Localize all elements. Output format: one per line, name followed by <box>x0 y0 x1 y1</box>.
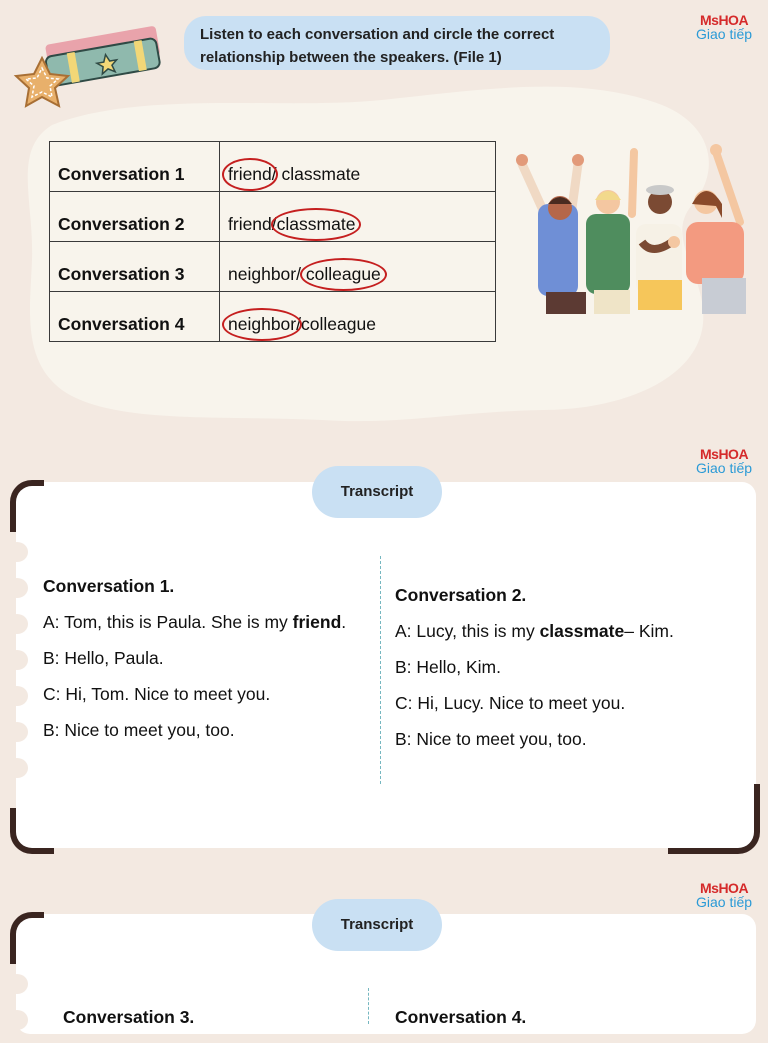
answer-table <box>49 141 496 342</box>
dialogue-line: B: Nice to meet you, too. <box>395 729 587 749</box>
transcript-pill: Transcript <box>312 466 442 518</box>
conversation-3-column <box>63 1007 194 1043</box>
slide-3 <box>0 866 768 1027</box>
option-circled: neighbor <box>228 314 297 334</box>
dialogue-line: C: Hi, Lucy. Nice to meet you. <box>395 693 626 713</box>
conversation-4-column <box>395 1007 526 1043</box>
brand-logo-line2: Giao tiếp <box>696 26 753 42</box>
option-circled: colleague <box>305 264 381 284</box>
dialogue-line: C: Hi, Tom. Nice to meet you. <box>43 684 271 704</box>
option: colleague <box>301 314 376 334</box>
notebook-notch <box>6 542 28 562</box>
notebook-notch <box>6 722 28 742</box>
table-row <box>50 292 496 342</box>
notebook-notch <box>6 758 28 778</box>
conversation-heading: Conversation 2. <box>395 585 527 605</box>
brand-logo <box>696 880 766 914</box>
table-row <box>50 192 496 242</box>
option: classmate <box>281 164 361 184</box>
options-cell <box>220 292 496 342</box>
notebook-notch <box>6 1010 28 1030</box>
instruction-text: Listen to each conversation and circle the correct relationship between the speakers. (File 1) <box>200 26 555 66</box>
transcript-pill: Transcript <box>312 899 442 951</box>
option-separator: / <box>296 264 306 284</box>
notebook-notch <box>6 650 28 670</box>
dialogue-line: A: Lucy, this is my classmate– Kim. <box>395 621 674 641</box>
brand-logo-line2: Giao tiếp <box>696 460 753 476</box>
notebook-notch <box>6 686 28 706</box>
option: neighbor <box>228 264 297 284</box>
slide-1 <box>0 0 768 430</box>
option-separator: / <box>296 314 301 334</box>
dialogue-line: B: Hello, Paula. <box>43 648 164 668</box>
notebook-notch <box>6 974 28 994</box>
option: friend <box>228 214 272 234</box>
dialogue-line: B: Hello, Kim. <box>395 657 501 677</box>
conversation-label: Conversation 2 <box>50 192 220 242</box>
options-cell <box>220 242 496 292</box>
column-divider <box>380 556 381 784</box>
conversation-heading: Conversation 4. <box>395 1007 527 1027</box>
options-cell <box>220 142 496 192</box>
conversation-label: Conversation 3 <box>50 242 220 292</box>
conversation-2-column <box>395 585 674 765</box>
option-circled: classmate <box>276 214 356 234</box>
brand-logo-line1: MsHOA <box>700 880 749 896</box>
brand-logo <box>696 12 766 46</box>
option-circled: friend <box>228 164 272 184</box>
brand-logo-line1: MsHOA <box>700 446 749 462</box>
book-star-icon <box>8 18 164 110</box>
option-separator: / <box>271 164 282 184</box>
dialogue-line: A: Tom, this is Paula. She is my friend. <box>43 612 347 632</box>
bracket-top-left <box>10 480 44 532</box>
bracket-bottom-left <box>10 808 54 854</box>
instruction-box <box>184 16 610 70</box>
notebook-notch <box>6 614 28 634</box>
notebook-notch <box>6 578 28 598</box>
dialogue-line: B: Nice to meet you, too. <box>43 720 235 740</box>
conversation-heading: Conversation 1. <box>43 576 175 596</box>
conversation-label: Conversation 4 <box>50 292 220 342</box>
bracket-bottom-right <box>668 784 760 854</box>
column-divider <box>368 988 369 1024</box>
bracket-top-left <box>10 912 44 964</box>
conversation-1-column <box>43 576 346 756</box>
brand-logo-line2: Giao tiếp <box>696 894 753 910</box>
cheering-people-illustration <box>510 142 760 317</box>
conversation-label: Conversation 1 <box>50 142 220 192</box>
brand-logo-line1: MsHOA <box>700 12 749 28</box>
conversation-heading: Conversation 3. <box>63 1007 195 1027</box>
options-cell <box>220 192 496 242</box>
table-row <box>50 242 496 292</box>
slide-2 <box>0 430 768 866</box>
table-row <box>50 142 496 192</box>
option-separator: / <box>271 214 277 234</box>
brand-logo <box>696 446 766 480</box>
